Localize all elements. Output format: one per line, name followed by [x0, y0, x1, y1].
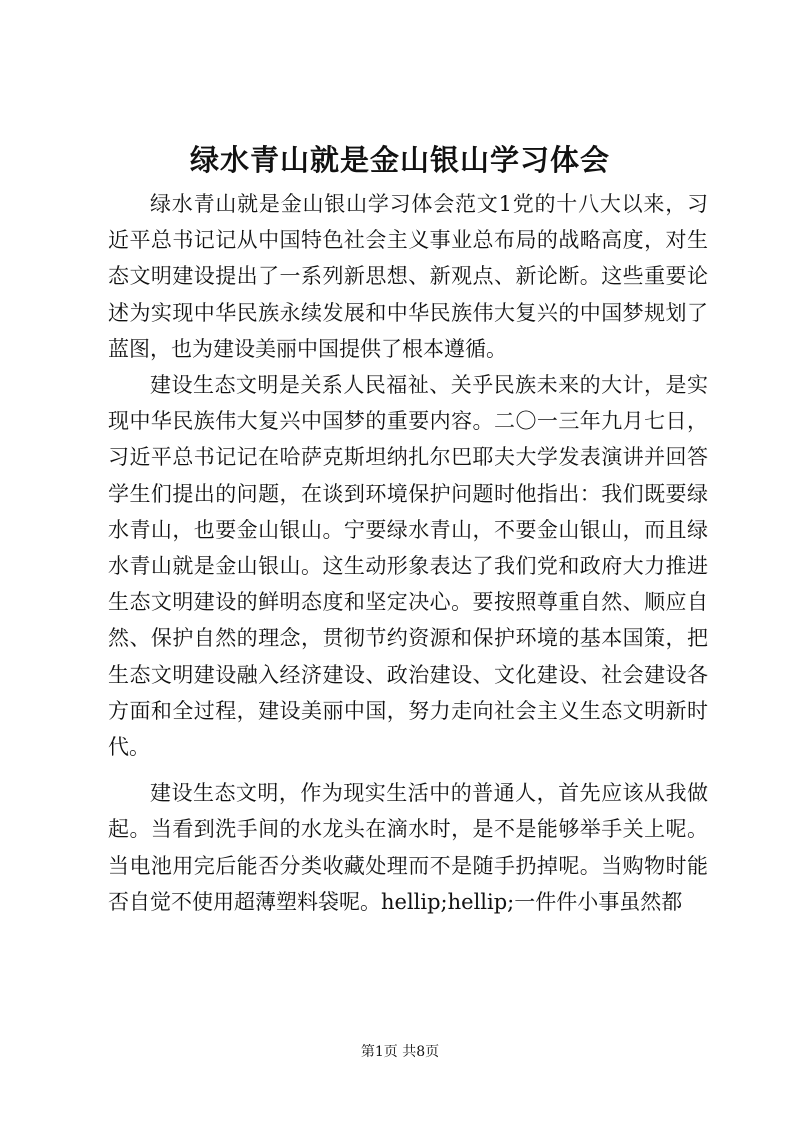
paragraph: 绿水青山就是金山银山学习体会范文1党的十八大以来，习近平总书记记从中国特色社会主义事业总布局的战略高度，对生态文明建设提出了一系列新思想、新观点、新论断。这些重要论述为实现中华民族永续发展和中华民族伟大复兴的中国梦规划了蓝图，也为建设美丽中国提供了根本遵循。 — [108, 192, 708, 361]
paragraph: 建设生态文明，作为现实生活中的普通人，首先应该从我做起。当看到洗手间的水龙头在滴水时，是不是能够举手关上呢。当电池用完后能否分类收藏处理而不是随手扔掉呢。当购物时能否自觉不使用超薄塑料袋呢。hellip;hellip;一件件小事虽然都 — [108, 781, 708, 914]
page-title: 绿水青山就是金山银山学习体会 — [189, 143, 610, 177]
document-body — [108, 186, 708, 920]
paragraph: 建设生态文明是关系人民福祉、关乎民族未来的大计，是实现中华民族伟大复兴中国梦的重要内容。二〇一三年九月七日，习近平总书记记在哈萨克斯坦纳扎尔巴耶夫大学发表演讲并回答学生们提出的问题，在谈到环境保护问题时他指出：我们既要绿水青山，也要金山银山。宁要绿水青山，不要金山银山，而且绿水青山就是金山银山。这生动形象表达了我们党和政府大力推进生态文明建设的鲜明态度和坚定决心。要按照尊重自然、顺应自然、保护自然的理念，贯彻节约资源和保护环境的基本国策，把生态文明建设融入经济建设、政治建设、文化建设、社会建设各方面和全过程，建设美丽中国，努力走向社会主义生态文明新时代。 — [108, 373, 708, 760]
page-number-footer: 第1页 共8页 — [360, 1044, 440, 1060]
